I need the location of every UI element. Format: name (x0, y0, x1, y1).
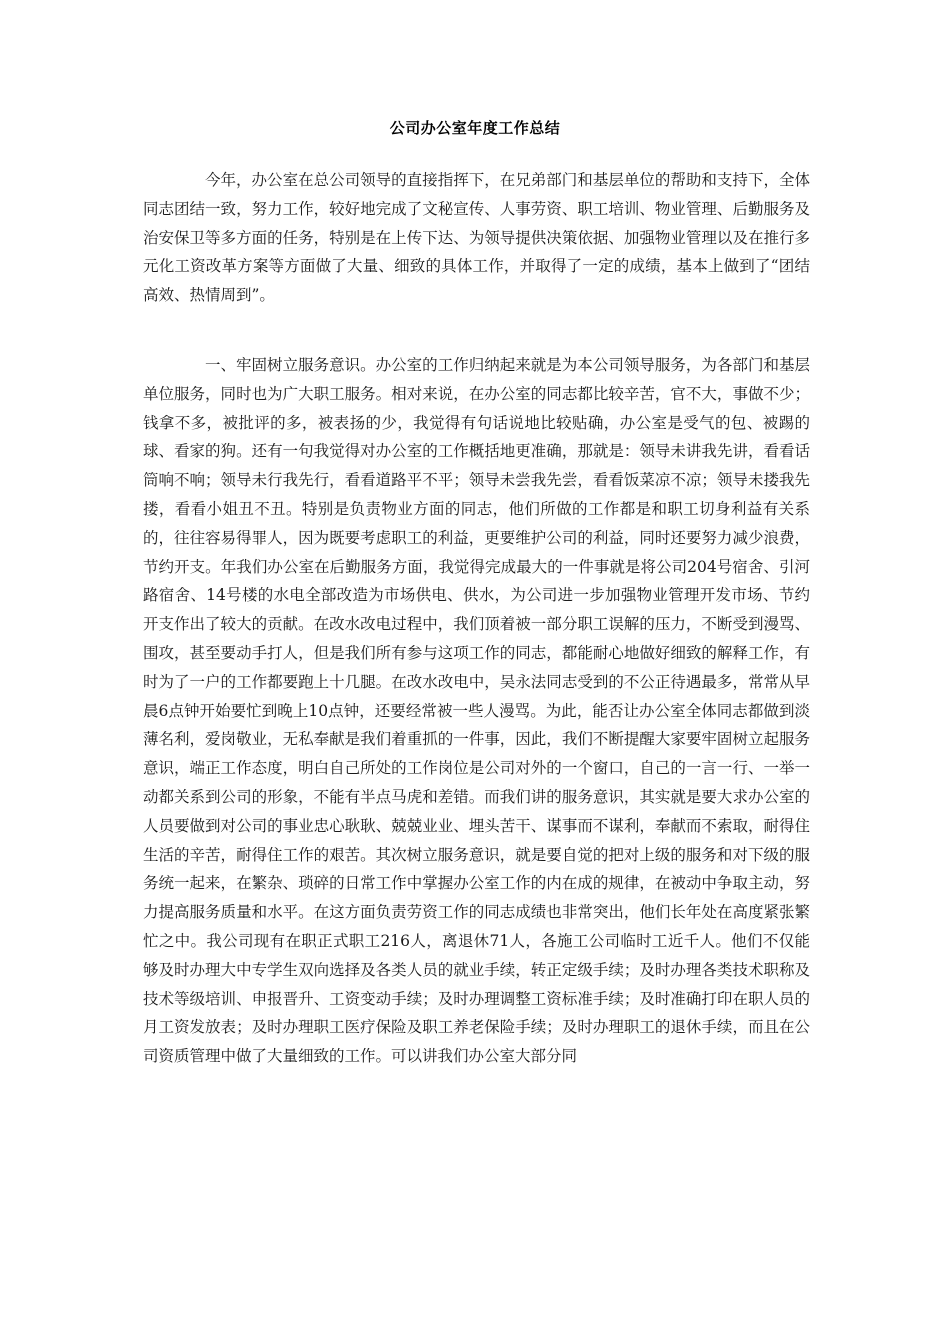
section-one-paragraph: 一、牢固树立服务意识。办公室的工作归纳起来就是为本公司领导服务，为各部门和基层单位服务，同时也为广大职工服务。相对来说，在办公室的同志都比较辛苦，官不大，事做不少；钱拿不多，被批评的多，被表扬的少，我觉得有句话说地比较贴确，办公室是受气的包、被踢的球、看家的狗。还有一句我觉得对办公室的工作概括地更准确，那就是：领导未讲我先讲，看看话筒响不响；领导未行我先行，看看道路平不平；领导未尝我先尝，看看饭菜凉不凉；领导未搂我先搂，看看小姐丑不丑。特别是负责物业方面的同志，他们所做的工作都是和职工切身利益有关系的，往往容易得罪人，因为既要考虑职工的利益，更要维护公司的利益，同时还要努力减少浪费，节约开支。年我们办公室在后勤服务方面，我觉得完成最大的一件事就是将公司204号宿舍、引河路宿舍、14号楼的水电全部改造为市场供电、供水，为公司进一步加强物业管理开发市场、节约开支作出了较大的贡献。在改水改电过程中，我们顶着被一部分职工误解的压力，不断受到漫骂、围攻，甚至要动手打人，但是我们所有参与这项工作的同志，都能耐心地做好细致的解释工作，有时为了一户的工作都要跑上十几腿。在改水改电中，吴永法同志受到的不公正待遇最多，常常从早晨6点钟开始要忙到晚上10点钟，还要经常被一些人漫骂。为此，能否让办公室全体同志都做到淡薄名利，爱岗敬业，无私奉献是我们着重抓的一件事，因此，我们不断提醒大家要牢固树立起服务意识，端正工作态度，明白自己所处的工作岗位是公司对外的一个窗口，自己的一言一行、一举一动都关系到公司的形象，不能有半点马虎和差错。而我们讲的服务意识，其实就是要大求办公室的人员要做到对公司的事业忠心耿耿、兢兢业业、埋头苦干、谋事而不谋利，奉献而不索取，耐得住生活的辛苦，耐得住工作的艰苦。其次树立服务意识，就是要自觉的把对上级的服务和对下级的服务统一起来，在繁杂、琐碎的日常工作中掌握办公室工作的内在成的规律，在被动中争取主动，努力提高服务质量和水平。在这方面负责劳资工作的同志成绩也非常突出，他们长年处在高度紧张繁忙之中。我公司现有在职正式职工216人，离退休71人，各施工公司临时工近千人。他们不仅能够及时办理大中专学生双向选择及各类人员的就业手续，转正定级手续；及时办理各类技术职称及技术等级培训、申报晋升、工资变动手续；及时办理调整工资标准手续；及时准确打印在职人员的月工资发放表；及时办理职工医疗保险及职工养老保险手续；及时办理职工的退休手续，而且在公司资质管理中做了大量细致的工作。可以讲我们办公室大部分同 (143, 356, 810, 1066)
document-title: 公司办公室年度工作总结 (389, 119, 561, 137)
intro-paragraph: 今年，办公室在总公司领导的直接指挥下，在兄弟部门和基层单位的帮助和支持下，全体同志团结一致，努力工作，较好地完成了文秘宣传、人事劳资、职工培训、物业管理、后勤服务及治安保卫等多方面的任务，特别是在上传下达、为领导提供决策依据、加强物业管理以及在推行多元化工资改革方案等方面做了大量、细致的具体工作，并取得了一定的成绩，基本上做到了“团结高效、热情周到”。 (143, 171, 810, 305)
